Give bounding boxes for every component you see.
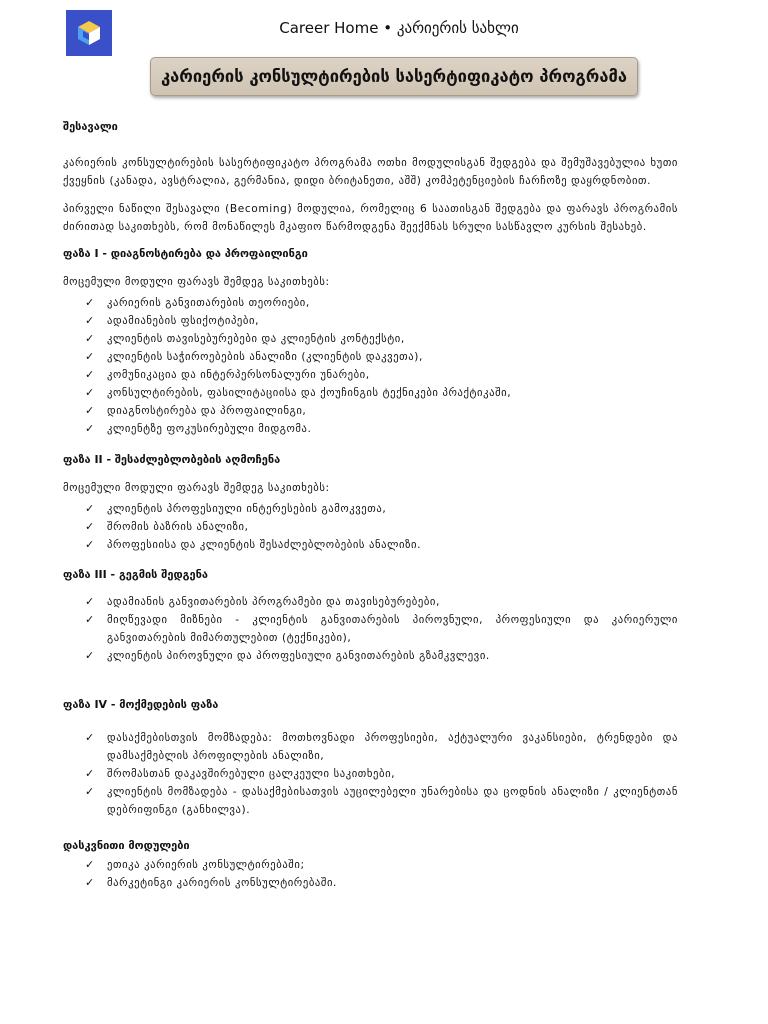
program-title-banner: კარიერის კონსულტირების სასერტიფიკატო პროგრამა bbox=[150, 57, 638, 96]
checkmark-icon: ✓ bbox=[85, 613, 95, 626]
closing-topic-list bbox=[63, 856, 678, 892]
list-item: ✓ დასაქმებისთვის მომზადება: მოთხოვნადი პროფესიები, აქტუალური ვაკანსიები, ტრენდები და დამსაქმებლის პროფილების ანალიზი, bbox=[85, 731, 678, 762]
checkmark-icon: ✓ bbox=[85, 332, 95, 345]
list-item: ✓ კლიენტის თავისებურებები და კლიენტის კონტექსტი, bbox=[85, 330, 678, 348]
phase3-heading: ფაზა III - გეგმის შედგენა bbox=[63, 568, 208, 581]
checkmark-icon: ✓ bbox=[85, 404, 95, 417]
phase1-topic-list bbox=[63, 294, 678, 438]
list-item: ✓ კომუნიკაცია და ინტერპერსონალური უნარები, bbox=[85, 366, 678, 384]
checkmark-icon: ✓ bbox=[85, 595, 95, 608]
list-item: ✓ კლიენტის პროფესიული ინტერესების გამოკვეთა, bbox=[85, 500, 678, 518]
checkmark-icon: ✓ bbox=[85, 538, 95, 551]
checkmark-icon: ✓ bbox=[85, 422, 95, 435]
list-item: ✓ კლიენტის პიროვნული და პროფესიული განვითარების გზამკვლევი. bbox=[85, 647, 678, 665]
list-item: ✓ მარკეტინგი კარიერის კონსულტირებაში. bbox=[85, 874, 678, 892]
list-item: ✓ შრომის ბაზრის ანალიზი, bbox=[85, 518, 678, 536]
intro-paragraph-2: პირველი ნაწილი შესავალი (Becoming) მოდულია, რომელიც 6 საათისგან შედგება და ფარავს პროგრამის ძირითად საკითხებს, რომ მონაწილეს მკაფიო წარმოდგენა შეექმნას სრული სასწავლო კურსის შესახებ. bbox=[63, 203, 678, 233]
phase4-topic-list bbox=[63, 729, 678, 819]
list-item: ✓ კლიენტზე ფოკუსირებული მიდგომა. bbox=[85, 420, 678, 438]
checkmark-icon: ✓ bbox=[85, 296, 95, 309]
phase1-lead: მოცემული მოდული ფარავს შემდეგ საკითხებს: bbox=[63, 276, 330, 288]
list-item: ✓ კარიერის განვითარების თეორიები, bbox=[85, 294, 678, 312]
phase3-topic-list bbox=[63, 593, 678, 665]
list-item: ✓ ეთიკა კარიერის კონსულტირებაში; bbox=[85, 856, 678, 874]
checkmark-icon: ✓ bbox=[85, 386, 95, 399]
phase4-heading: ფაზა IV - მოქმედების ფაზა bbox=[63, 698, 219, 711]
checkmark-icon: ✓ bbox=[85, 502, 95, 515]
list-item: ✓ დიაგნოსტირება და პროფაილინგი, bbox=[85, 402, 678, 420]
list-item: ✓ კლიენტის საჭიროებების ანალიზი (კლიენტის დაკვეთა), bbox=[85, 348, 678, 366]
intro-heading: შესავალი bbox=[63, 120, 118, 133]
checkmark-icon: ✓ bbox=[85, 520, 95, 533]
checkmark-icon: ✓ bbox=[85, 368, 95, 381]
checkmark-icon: ✓ bbox=[85, 314, 95, 327]
phase2-lead: მოცემული მოდული ფარავს შემდეგ საკითხებს: bbox=[63, 482, 330, 494]
list-item: ✓ ადამიანების ფსიქოტიპები, bbox=[85, 312, 678, 330]
list-item: ✓ შრომასთან დაკავშირებული ცალკეული საკითხები, bbox=[85, 765, 678, 783]
intro-paragraph-1: კარიერის კონსულტირების სასერტიფიკატო პროგრამა ოთხი მოდულისგან შედგება და შემუშავებულია ხუთი ქვეყნის (კანადა, ავსტრალია, გერმანია, დიდი ბრიტანეთი, აშშ) კომპეტენციების ჩარჩოზე დაყრდნობით. bbox=[63, 157, 678, 187]
phase2-topic-list bbox=[63, 500, 678, 554]
list-item: ✓ ადამიანის განვითარების პროგრამები და თავისებურებები, bbox=[85, 593, 678, 611]
checkmark-icon: ✓ bbox=[85, 767, 95, 780]
checkmark-icon: ✓ bbox=[85, 785, 95, 798]
checkmark-icon: ✓ bbox=[85, 649, 95, 662]
checkmark-icon: ✓ bbox=[85, 876, 95, 889]
checkmark-icon: ✓ bbox=[85, 350, 95, 363]
list-item: ✓ კლიენტის მომზადება - დასაქმებისათვის აუცილებელი უნარებისა და ცოდნის ანალიზი / კლიენტთან დებრიფინგი (განხილვა). bbox=[85, 785, 678, 816]
checkmark-icon: ✓ bbox=[85, 731, 95, 744]
site-title: Career Home • კარიერის სახლი bbox=[279, 19, 519, 37]
list-item: ✓ მიღწევადი მიზნები - კლიენტის განვითარების პიროვნული, პროფესიული და კარიერული განვითარების მიმართულებით (ტექნიკები), bbox=[85, 613, 678, 644]
list-item: ✓ პროფესიისა და კლიენტის შესაძლებლობების ანალიზი. bbox=[85, 536, 678, 554]
phase1-heading: ფაზა I - დიაგნოსტირება და პროფაილინგი bbox=[63, 247, 308, 260]
list-item: ✓ კონსულტირების, ფასილიტაციისა და ქოუჩინგის ტექნიკები პრაქტიკაში, bbox=[85, 384, 678, 402]
document-body bbox=[63, 118, 678, 892]
phase2-heading: ფაზა II - შესაძლებლობების აღმოჩენა bbox=[63, 453, 281, 466]
closing-heading: დასკვნითი მოდულები bbox=[63, 839, 190, 852]
checkmark-icon: ✓ bbox=[85, 858, 95, 871]
